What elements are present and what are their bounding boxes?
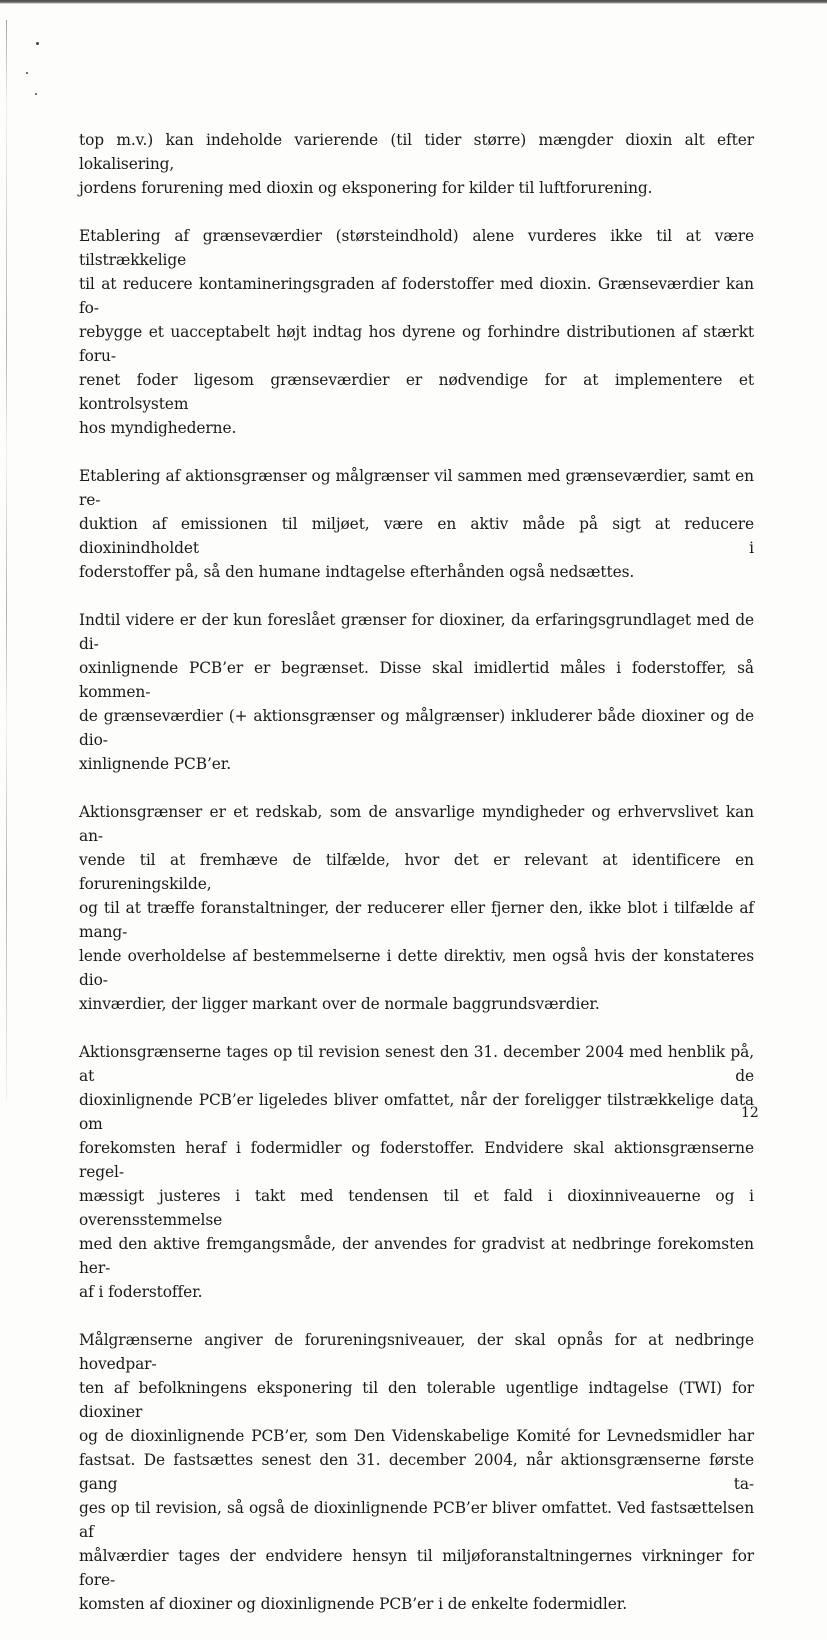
text-line: vende til at fremhæve de tilfælde, hvor det er relevant at identificere en forureningskilde, xyxy=(79,851,754,893)
paragraph xyxy=(79,1040,754,1304)
text-line: Aktionsgrænserne tages op til revision senest den 31. december 2004 med henblik på, at de xyxy=(79,1043,754,1085)
paragraph xyxy=(79,224,754,440)
text-line: Aktionsgrænser er et redskab, som de ansvarlige myndigheder og erhvervslivet kan an- xyxy=(79,803,754,845)
text-line: de grænseværdier (+ aktionsgrænser og målgrænser) inkluderer både dioxiner og de dio- xyxy=(79,707,754,749)
text-line: hos myndighederne. xyxy=(79,419,237,437)
text-line: fastsat. De fastsættes senest den 31. december 2004, når aktionsgrænserne første gang ta- xyxy=(79,1451,754,1493)
paragraph xyxy=(79,464,754,584)
text-line: og de dioxinlignende PCB’er, som Den Videnskabelige Komité for Levnedsmidler har xyxy=(79,1427,754,1445)
text-line: mæssigt justeres i takt med tendensen til et fald i dioxinniveauerne og i overensstemmelse xyxy=(79,1187,754,1229)
scan-top-edge xyxy=(0,0,827,4)
paragraph xyxy=(79,1328,754,1616)
scan-speck xyxy=(35,93,37,95)
text-line: jordens forurening med dioxin og eksponering for kilder til luftforurening. xyxy=(79,179,653,197)
paragraph xyxy=(79,128,754,200)
document-body xyxy=(79,128,754,1640)
paragraph xyxy=(79,800,754,1016)
page-number: 12 xyxy=(741,1105,759,1121)
text-line: forekomsten heraf i fodermidler og foderstoffer. Endvidere skal aktionsgrænserne regel- xyxy=(79,1139,754,1181)
text-line: renet foder ligesom grænseværdier er nødvendige for at implementere et kontrolsystem xyxy=(79,371,754,413)
text-line: duktion af emissionen til miljøet, være en aktiv måde på sigt at reducere dioxinindholdet i xyxy=(79,515,754,557)
scan-speck xyxy=(26,72,28,74)
text-line: Etablering af grænseværdier (størsteindhold) alene vurderes ikke til at være tilstrækkelige xyxy=(79,227,754,269)
text-line: top m.v.) kan indeholde varierende (til tider større) mængder dioxin alt efter lokalisering, xyxy=(79,131,754,173)
text-line: og til at træffe foranstaltninger, der reducerer eller fjerner den, ikke blot i tilfælde af mang- xyxy=(79,899,754,941)
paragraph xyxy=(79,608,754,776)
text-line: Målgrænserne angiver de forureningsniveauer, der skal opnås for at nedbringe hovedpar- xyxy=(79,1331,754,1373)
text-line: komsten af dioxiner og dioxinlignende PCB’er i de enkelte fodermidler. xyxy=(79,1595,628,1613)
text-line: ges op til revision, så også de dioxinlignende PCB’er bliver omfattet. Ved fastsættelsen af xyxy=(79,1499,754,1541)
text-line: til at reducere kontamineringsgraden af foderstoffer med dioxin. Grænseværdier kan fo- xyxy=(79,275,754,317)
scan-left-edge xyxy=(6,20,7,1100)
text-line: lende overholdelse af bestemmelserne i dette direktiv, men også hvis der konstateres dio- xyxy=(79,947,754,989)
text-line: Indtil videre er der kun foreslået grænser for dioxiner, da erfaringsgrundlaget med de di- xyxy=(79,611,754,653)
text-line: dioxinlignende PCB’er ligeledes bliver omfattet, når der foreligger tilstrækkelige data om xyxy=(79,1091,754,1133)
text-line: oxinlignende PCB’er er begrænset. Disse skal imidlertid måles i foderstoffer, så kommen- xyxy=(79,659,754,701)
text-line: med den aktive fremgangsmåde, der anvendes for gradvist at nedbringe forekomsten her- xyxy=(79,1235,754,1277)
text-line: xinværdier, der ligger markant over de normale baggrundsværdier. xyxy=(79,995,600,1013)
text-line: foderstoffer på, så den humane indtagelse efterhånden også nedsættes. xyxy=(79,563,635,581)
text-line: målværdier tages der endvidere hensyn til miljøforanstaltningernes virkninger for fore- xyxy=(79,1547,754,1589)
text-line: rebygge et uacceptabelt højt indtag hos dyrene og forhindre distributionen af stærkt foru- xyxy=(79,323,754,365)
text-line: af i foderstoffer. xyxy=(79,1283,203,1301)
text-line: ten af befolkningens eksponering til den tolerable ugentlige indtagelse (TWI) for dioxiner xyxy=(79,1379,754,1421)
text-line: Etablering af aktionsgrænser og målgrænser vil sammen med grænseværdier, samt en re- xyxy=(79,467,754,509)
scan-speck xyxy=(36,42,39,45)
text-line: xinlignende PCB’er. xyxy=(79,755,232,773)
